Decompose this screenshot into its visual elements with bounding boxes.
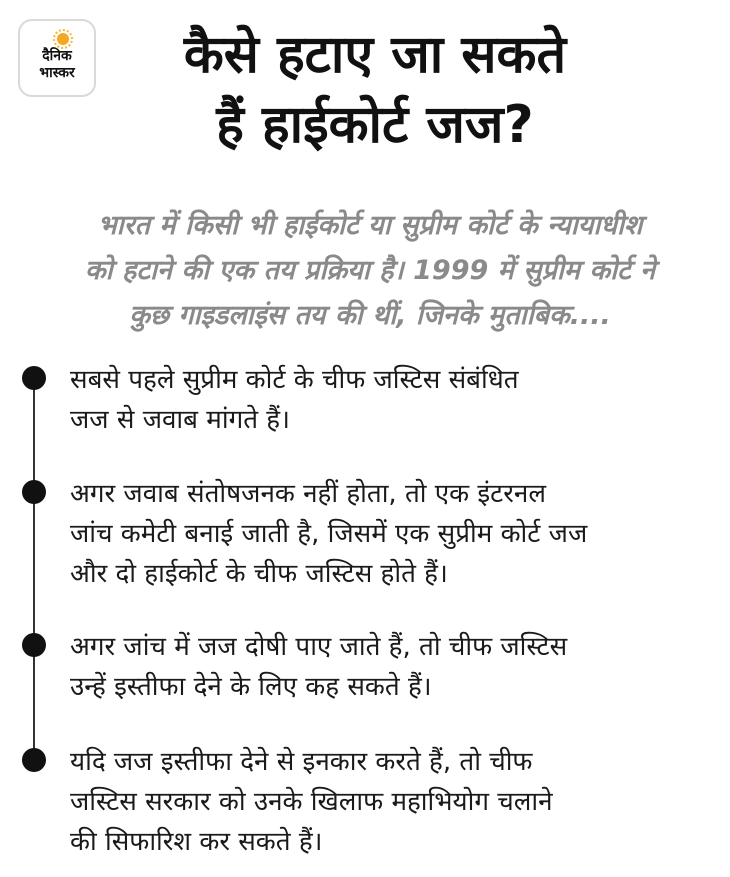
list-item-line: अगर जवाब संतोषजनक नहीं होता, तो एक इंटरनल: [70, 479, 546, 509]
list-item-line: सबसे पहले सुप्रीम कोर्ट के चीफ जस्टिस संबंधित: [70, 365, 519, 395]
bullet-icon: [22, 366, 46, 390]
list-item-line: अगर जांच में जज दोषी पाए जाते हैं, तो चीफ जस्टिस: [70, 632, 568, 662]
list-item-line: की सिफारिश कर सकते हैं।: [70, 827, 323, 857]
list-item-line: जज से जवाब मांगते हैं।: [70, 405, 290, 435]
list-item-line: और दो हाईकोर्ट के चीफ जस्टिस होते हैं।: [70, 559, 448, 589]
intro-line: को हटाने की एक तय प्रक्रिया है। 1999 में सुप्रीम कोर्ट ने: [84, 255, 656, 286]
logo-text-dainik: दैनिक: [42, 48, 72, 64]
sun-icon: [57, 33, 69, 45]
list-item: [70, 742, 710, 862]
bullet-icon: [22, 480, 46, 504]
list-item-line: जस्टिस सरकार को उनके खिलाफ महाभियोग चलाने: [70, 787, 553, 817]
bullet-icon: [22, 748, 46, 772]
title-line-2: हैं हाईकोर्ट जज?: [216, 95, 534, 155]
list-item: [70, 360, 710, 440]
dainik-bhaskar-logo: [18, 19, 96, 97]
list-item-line: उन्हें इस्तीफा देने के लिए कह सकते हैं।: [70, 672, 432, 702]
list-item-line: जांच कमेटी बनाई जाती है, जिसमें एक सुप्रीम कोर्ट जज: [70, 519, 588, 549]
intro-paragraph: [40, 203, 700, 338]
logo-text-bhaskar: भास्कर: [39, 65, 75, 81]
list-item: [70, 627, 710, 707]
page-title: [115, 20, 635, 160]
intro-line: भारत में किसी भी हाईकोर्ट या सुप्रीम कोर्ट के न्यायाधीश: [97, 210, 643, 241]
list-item-line: यदि जज इस्तीफा देने से इनकार करते हैं, तो चीफ: [70, 747, 533, 777]
title-line-1: कैसे हटाए जा सकते: [183, 25, 567, 85]
bullet-icon: [22, 633, 46, 657]
intro-line: कुछ गाइडलाइंस तय की थीं, जिनके मुताबिक....: [129, 300, 611, 331]
timeline-line: [33, 378, 35, 760]
list-item: [70, 474, 710, 594]
